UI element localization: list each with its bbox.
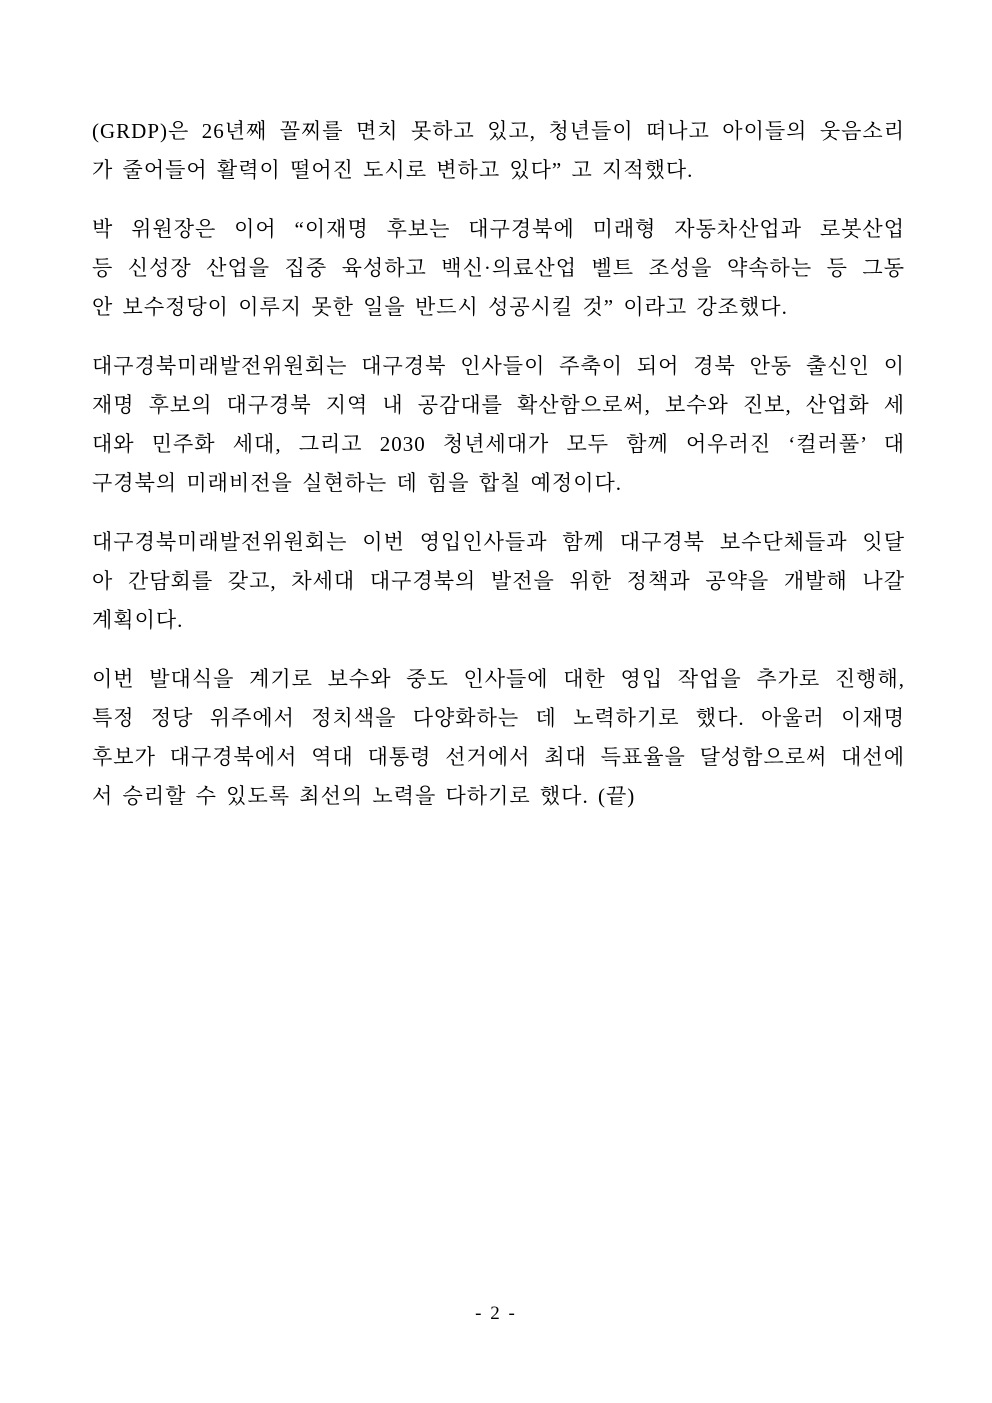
text-line: 안 보수정당이 이루지 못한 일을 반드시 성공시킬 것” 이라고 강조했다. bbox=[92, 295, 788, 319]
text-line: 대구경북미래발전위원회는 대구경북 인사들이 주축이 되어 경북 안동 출신인 이 bbox=[92, 354, 905, 378]
text-line: 아 간담회를 갖고, 차세대 대구경북의 발전을 위한 정책과 공약을 개발해 나갈 bbox=[92, 569, 905, 593]
text-line: 가 줄어들어 활력이 떨어진 도시로 변하고 있다” 고 지적했다. bbox=[92, 158, 694, 182]
text-line: 계획이다. bbox=[92, 608, 184, 632]
text-line: 등 신성장 산업을 집중 육성하고 백신·의료산업 벨트 조성을 약속하는 등 그동 bbox=[92, 256, 905, 280]
paragraph bbox=[92, 347, 905, 503]
text-line: 대와 민주화 세대, 그리고 2030 청년세대가 모두 함께 어우러진 ‘컬러풀’ 대 bbox=[92, 432, 905, 456]
text-line: 특정 정당 위주에서 정치색을 다양화하는 데 노력하기로 했다. 아울러 이재명 bbox=[92, 706, 905, 730]
text-line: 구경북의 미래비전을 실현하는 데 힘을 합칠 예정이다. bbox=[92, 471, 623, 495]
paragraph bbox=[92, 523, 905, 640]
paragraph bbox=[92, 210, 905, 327]
text-line: 재명 후보의 대구경북 지역 내 공감대를 확산함으로써, 보수와 진보, 산업화 세 bbox=[92, 393, 905, 417]
text-line: 서 승리할 수 있도록 최선의 노력을 다하기로 했다. (끝) bbox=[92, 784, 636, 808]
text-line: 박 위원장은 이어 “이재명 후보는 대구경북에 미래형 자동차산업과 로봇산업 bbox=[92, 217, 905, 241]
paragraph bbox=[92, 660, 905, 816]
text-line: (GRDP)은 26년째 꼴찌를 면치 못하고 있고, 청년들이 떠나고 아이들의 웃음소리 bbox=[92, 119, 905, 143]
text-line: 이번 발대식을 계기로 보수와 중도 인사들에 대한 영입 작업을 추가로 진행해, bbox=[92, 667, 905, 691]
page-number: - 2 - bbox=[475, 1303, 517, 1324]
paragraph bbox=[92, 112, 905, 190]
document-body bbox=[92, 112, 905, 816]
text-line: 후보가 대구경북에서 역대 대통령 선거에서 최대 득표율을 달성함으로써 대선에 bbox=[92, 745, 905, 769]
text-line: 대구경북미래발전위원회는 이번 영입인사들과 함께 대구경북 보수단체들과 잇달 bbox=[92, 530, 905, 554]
